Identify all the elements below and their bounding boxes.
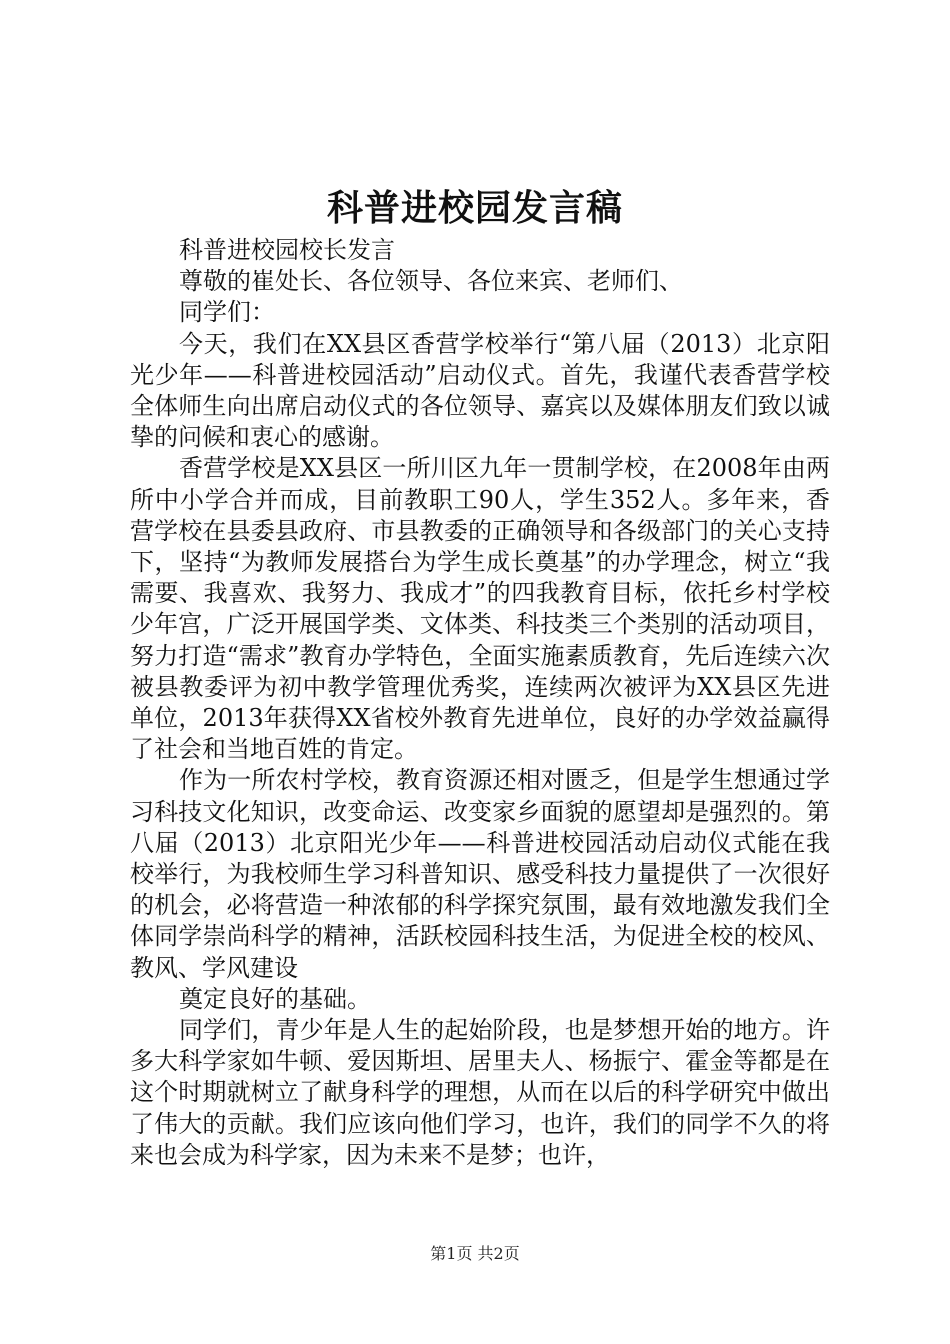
document-body xyxy=(130,235,830,1171)
page-indicator: 第1页 共2页 xyxy=(430,1244,520,1263)
paragraph-subtitle: 科普进校园校长发言 xyxy=(179,236,395,264)
paragraph-salutation: 尊敬的崔处长、各位领导、各位来宾、老师们、 xyxy=(179,267,683,296)
paragraph-salutation-cont: 同学们： xyxy=(179,298,275,327)
page-title: 科普进校园发言稿 xyxy=(326,187,623,229)
paragraph-opening: 今天，我们在XX县区香营学校举行“第八届（2013）北京阳光少年——科普进校园活动”启动仪式。首先，我谨代表香营学校全体师生向出席启动仪式的各位领导、嘉宾以及媒体朋友们致以诚挚的问候和衷心的感谢。 xyxy=(130,329,830,452)
paragraph-school-intro: 香营学校是XX县区一所川区九年一贯制学校，在2008年由两所中小学合并而成，目前教职工90人，学生352人。多年来，香营学校在县委县政府、市县教委的正确领导和各级部门的关心支持下，坚持“为教师发展搭台为学生成长奠基”的办学理念，树立“我需要、我喜欢、我努力、我成才”的四我教育目标，依托乡村学校少年宫，广泛开展国学类、文体类、科技类三个类别的活动项目，努力打造“需求”教育办学特色，全面实施素质教育，先后连续六次被县教委评为初中教学管理优秀奖，连续两次被评为XX县区先进单位，2013年获得XX省校外教育先进单位，良好的办学效益赢得了社会和当地百姓的肯定。 xyxy=(130,454,830,764)
paragraph-students: 同学们，青少年是人生的起始阶段，也是梦想开始的地方。许多大科学家如牛顿、爱因斯坦、居里夫人、杨振宁、霍金等都是在这个时期就树立了献身科学的理想，从而在以后的科学研究中做出了伟大的贡献。我们应该向他们学习，也许，我们的同学不久的将来也会成为科学家，因为未来不是梦；也许， xyxy=(130,1016,830,1169)
paragraph-rural-school: 作为一所农村学校，教育资源还相对匮乏，但是学生想通过学习科技文化知识，改变命运、改变家乡面貌的愿望却是强烈的。第八届（2013）北京阳光少年——科普进校园活动启动仪式能在我校举行，为我校师生学习科普知识、感受科技力量提供了一次很好的机会，必将营造一种浓郁的科学探究氛围，最有效地激发我们全体同学崇尚科学的精神，活跃校园科技生活，为促进全校的校风、教风、学风建设 xyxy=(130,766,830,982)
paragraph-foundation: 奠定良好的基础。 xyxy=(179,984,371,1013)
